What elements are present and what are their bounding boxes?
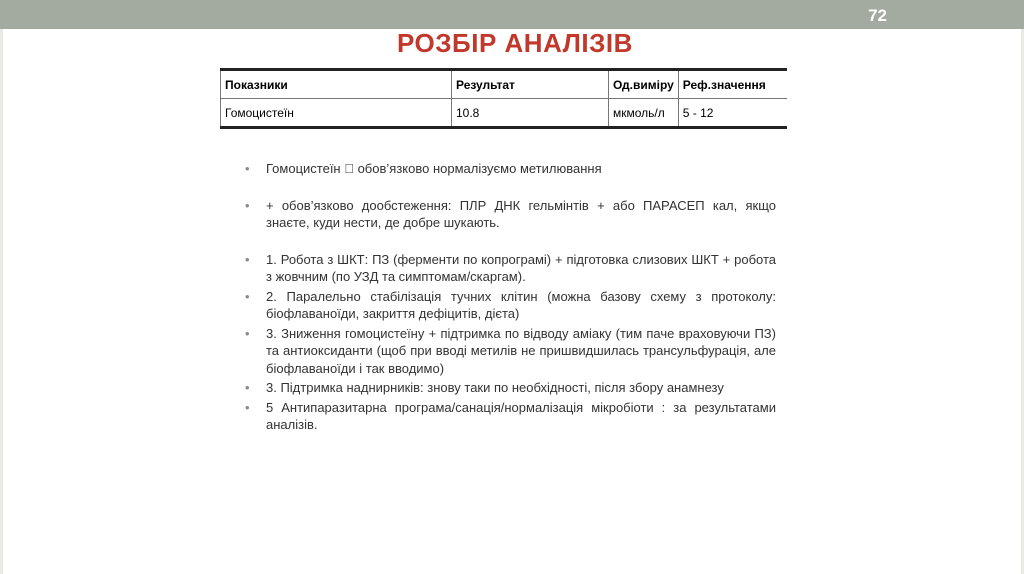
slide-title-text: РОЗБІР АНАЛІЗІВ: [397, 28, 633, 58]
list-item-text: 5 Антипаразитарна програма/санація/нормалізація мікробіоти : за результатами аналізів.: [266, 399, 776, 432]
top-bar: [0, 0, 1024, 29]
table-cell: Гомоцистеїн: [221, 99, 452, 128]
list-item: [245, 288, 776, 323]
bullet: •: [245, 161, 250, 176]
list-item: [245, 251, 776, 286]
frame-left-border: [0, 29, 3, 574]
notes-list: [245, 160, 776, 436]
list-item: [245, 325, 776, 378]
list-item-text: + обов’язково дообстеження: ПЛР ДНК гельмінтів + або ПАРАСЕП кал, якщо знаєте, куди нести, де добре шукають.: [266, 197, 776, 230]
bullet: •: [245, 251, 250, 267]
bullet: •: [245, 288, 250, 304]
list-item: [245, 160, 776, 178]
column-header: Показники: [221, 70, 452, 99]
bullet: •: [245, 197, 250, 213]
bullet: •: [245, 399, 250, 415]
list-item: [245, 379, 776, 397]
list-item-text: 1. Робота з ШКТ: ПЗ (ферменти по копрограмі) + підготовка слизових ШКТ + робота з жовчним (по УЗД та симптомам/скаргам).: [266, 251, 776, 284]
list-item-text: Гомоцистеїн обов’язково нормалізуємо метилювання: [266, 161, 589, 176]
column-header: Результат: [452, 70, 609, 99]
table-cell: мкмоль/л: [609, 99, 679, 128]
lab-results-table: [220, 68, 787, 129]
slide-number: 72: [868, 6, 887, 25]
list-item: [245, 399, 776, 434]
list-item-text: 2. Паралельно стабілізація тучних клітин (можна базову схему з протоколу: біофлаваноїди, закриття дефіцитів, дієта): [266, 288, 776, 321]
slide-title: [0, 28, 1024, 59]
list-item-text: 3. Зниження гомоцистеїну + підтримка по відводу аміаку (тим паче враховуючи ПЗ) та антиоксиданти (щоб при вводі метилів не пришвидшилась трансульфурація, але біофлаваноїди і так вводимо): [266, 325, 776, 376]
list-item-text: 3. Підтримка наднирників: знову таки по необхідності, після збору анамнезу: [266, 380, 724, 395]
bullet: •: [245, 325, 250, 341]
table-row: [221, 99, 787, 128]
column-header: Од.виміру: [609, 70, 679, 99]
list-item: [245, 197, 776, 232]
table-cell: 5 - 12: [678, 99, 787, 128]
bullet: •: [245, 380, 250, 395]
table-header-row: [221, 70, 787, 99]
table-cell: 10.8: [452, 99, 609, 128]
column-header: Реф.значення: [678, 70, 787, 99]
